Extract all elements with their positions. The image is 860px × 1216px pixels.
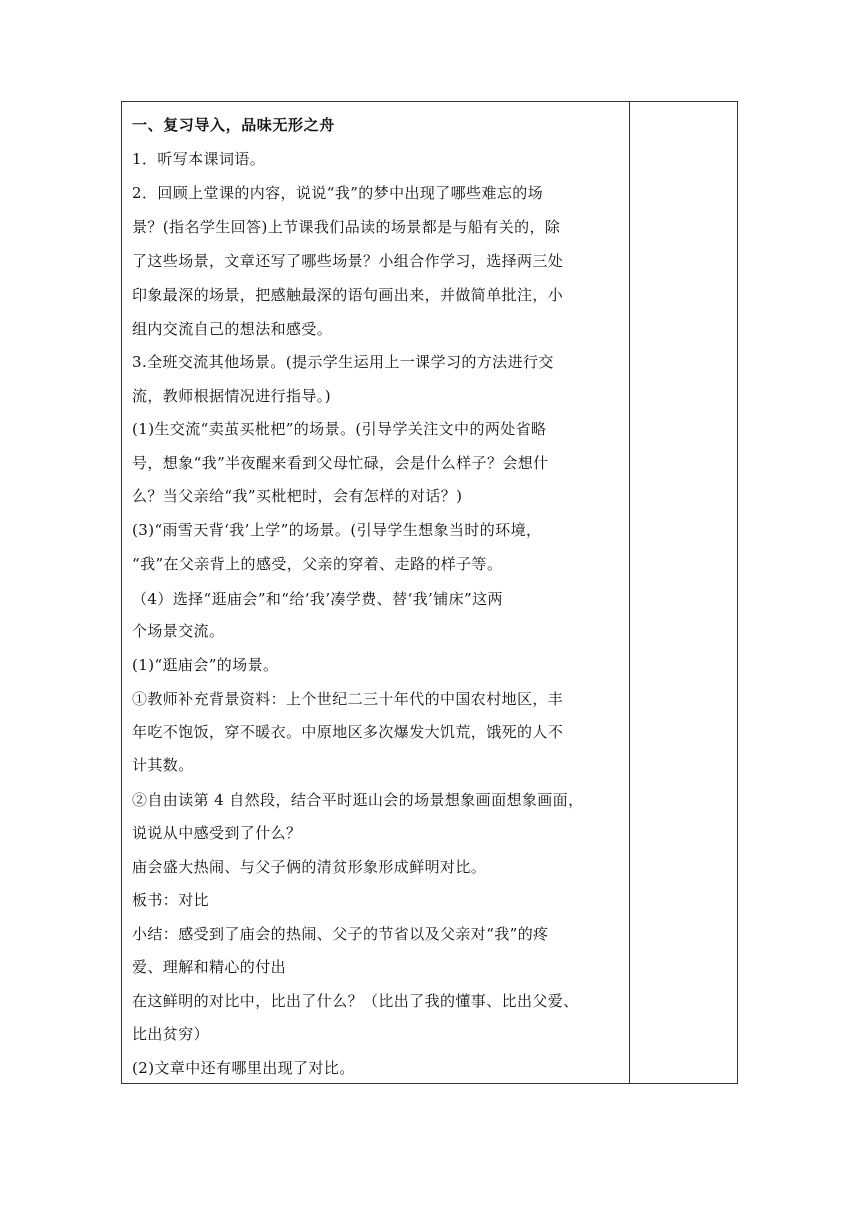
- lesson-content-cell: [122, 102, 630, 1083]
- text-line: 年吃不饱饭，穿不暖衣。中原地区多次爆发大饥荒，饿死的人不: [132, 723, 564, 741]
- text-line: 流，教师根据情况进行指导。): [132, 387, 331, 405]
- lesson-plan-table: [121, 101, 738, 1084]
- text-line: (1)生交流“卖茧买枇杷”的场景。(引导学关注文中的两处省略: [132, 420, 547, 438]
- text-line: 景？(指名学生回答)上节课我们品读的场景都是与船有关的，除: [132, 218, 561, 236]
- text-line: 庙会盛大热闹、与父子俩的清贫形象形成鲜明对比。: [132, 858, 487, 876]
- text-line: ②自由读第 4 自然段，结合平时逛山会的场景想象画面想象画面，: [132, 791, 584, 809]
- text-line: 1．听写本课词语。: [132, 150, 266, 168]
- text-line: 么？当父亲给“我”买枇杷时，会有怎样的对话？): [132, 487, 463, 505]
- section-heading: 一、复习导入，品味无形之舟: [132, 116, 335, 134]
- text-line: (3)“雨雪天背‘我’上学”的场景。(引导学生想象当时的环境，: [132, 521, 542, 539]
- text-line: 2．回顾上堂课的内容，说说“我”的梦中出现了哪些难忘的场: [132, 184, 544, 202]
- text-line: ①教师补充背景资料：上个世纪二三十年代的中国农村地区，丰: [132, 690, 564, 708]
- text-line: 3.全班交流其他场景。(提示学生运用上一课学习的方法进行交: [132, 353, 554, 371]
- text-line: 说说从中感受到了什么？: [132, 824, 302, 842]
- text-line: 在这鲜明的对比中，比出了什么？（比出了我的懂事、比出父爱、: [132, 992, 579, 1010]
- text-line: 比出贫穷）: [132, 1025, 210, 1043]
- text-line: 个场景交流。: [132, 622, 225, 640]
- text-line: 小结：感受到了庙会的热闹、父子的节省以及父亲对“我”的疼: [132, 925, 549, 943]
- text-line: （4）选择“逛庙会”和“给‘我’凑学费、替‘我’铺床”这两: [132, 590, 503, 608]
- text-line: (2)文章中还有哪里出现了对比。: [132, 1059, 355, 1077]
- text-line: “我”在父亲背上的感受，父亲的穿着、走路的样子等。: [132, 555, 503, 573]
- text-line: 板书：对比: [132, 891, 210, 909]
- notes-cell: [630, 102, 737, 1083]
- text-line: (1)“逛庙会”的场景。: [132, 656, 279, 674]
- text-line: 了这些场景，文章还写了哪些场景？小组合作学习，选择两三处: [132, 252, 564, 270]
- text-line: 组内交流自己的想法和感受。: [132, 320, 333, 338]
- text-line: 印象最深的场景，把感触最深的语句画出来，并做简单批注，小: [132, 286, 564, 304]
- text-line: 爱、理解和精心的付出: [132, 958, 287, 976]
- text-line: 计其数。: [132, 756, 194, 774]
- text-line: 号，想象“我”半夜醒来看到父母忙碌，会是什么样子？会想什: [132, 454, 549, 472]
